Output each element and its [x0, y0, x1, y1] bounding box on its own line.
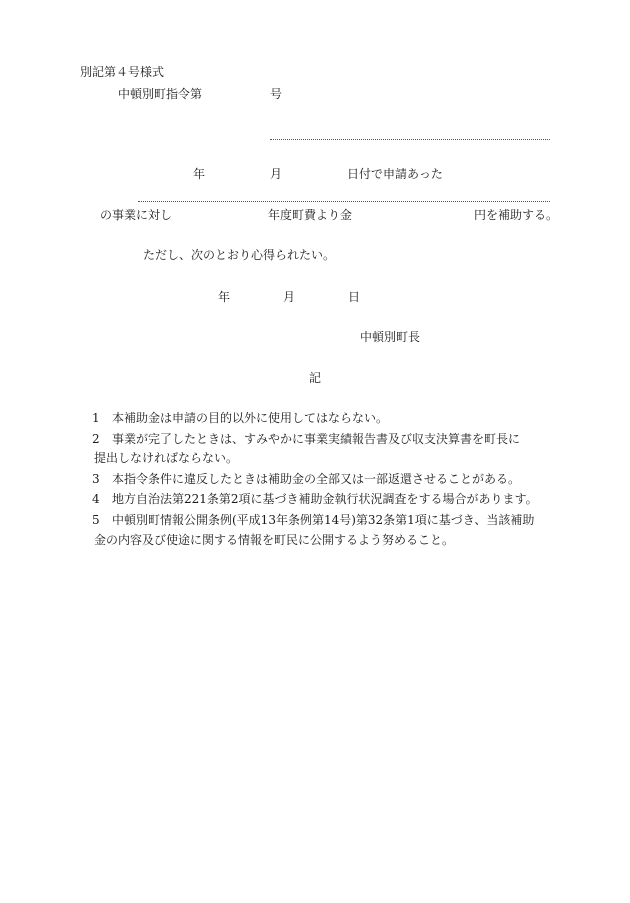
application-month-label: 月 [270, 167, 283, 181]
issue-day-label: 日 [348, 290, 361, 304]
issuer: 中頓別町長 [360, 330, 421, 344]
application-day-label: 日付で申請あった [347, 167, 443, 181]
business-prefix: の事業に対し [100, 208, 173, 222]
application-year-label: 年 [193, 167, 206, 181]
condition-text: 本指令条件に違反したときは補助金の全部又は一部返還させることがある。 [112, 472, 521, 486]
condition-text: 事業が完了したときは、すみやかに事業実績報告書及び収支決算書を町長に [112, 432, 521, 446]
condition-text: 中頓別町情報公開条例(平成13年条例第14号)第32条第1項に基づき、当該補助 [112, 513, 535, 527]
condition-number: 4 [92, 492, 100, 506]
fiscal-year-label: 年度町費より金 [268, 208, 353, 222]
recipient-dotted-line [270, 139, 550, 140]
issue-month-label: 月 [283, 290, 296, 304]
condition-text-continued: 提出しなければならない。 [94, 451, 239, 465]
condition-number: 2 [92, 432, 100, 446]
condition-text: 本補助金は申請の目的以外に使用してはならない。 [112, 411, 389, 425]
condition-number: 3 [92, 472, 100, 486]
issue-year-label: 年 [218, 290, 231, 304]
proviso: ただし、次のとおり心得られたい。 [143, 248, 336, 262]
business-dotted-line [138, 201, 550, 202]
ki-heading: 記 [309, 371, 322, 385]
condition-text-continued: 金の内容及び使途に関する情報を町民に公開するよう努めること。 [94, 533, 455, 547]
condition-text: 地方自治法第221条第2項に基づき補助金執行状況調査をする場合があります。 [112, 492, 538, 506]
condition-number: 5 [92, 513, 100, 527]
condition-number: 1 [92, 411, 100, 425]
amount-suffix: 円を補助する。 [474, 208, 559, 222]
designation-prefix: 中頓別町指令第 [118, 87, 203, 101]
form-number: 別記第４号様式 [80, 65, 165, 79]
designation-suffix: 号 [270, 87, 283, 101]
